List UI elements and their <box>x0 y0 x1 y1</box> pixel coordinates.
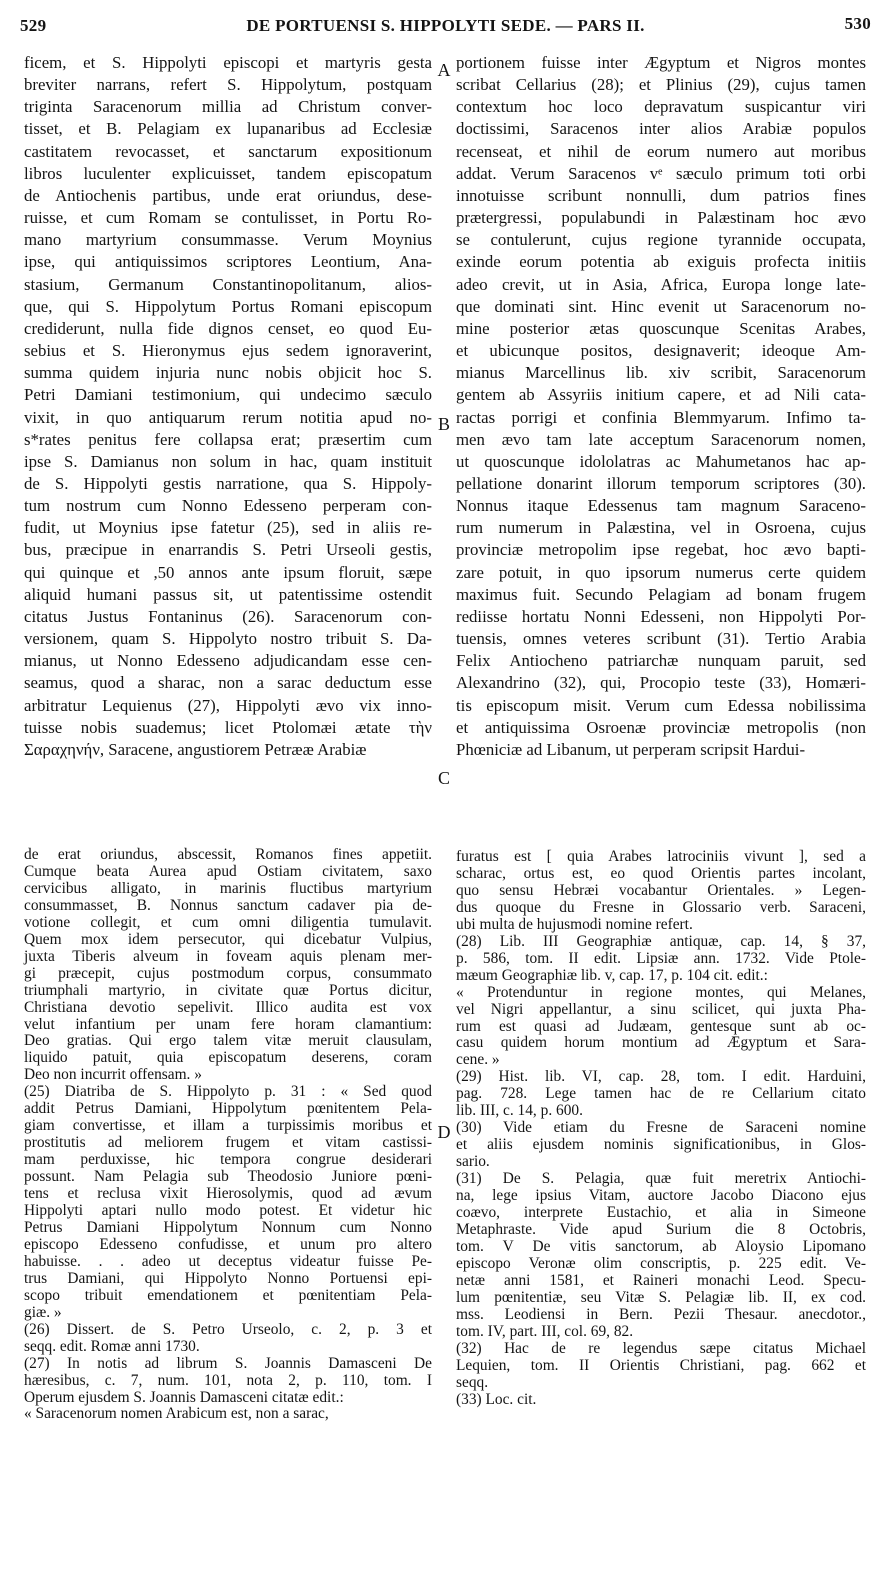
text-line: sario. <box>456 1153 490 1171</box>
text-line: tom. IV, part. III, col. 69, 82. <box>456 1322 634 1340</box>
running-title: DE PORTUENSI S. HIPPOLYTI SEDE. — PARS II. <box>246 16 645 35</box>
text-line: ipse, qui antiquissimos scriptores Leontium, Ana- <box>24 252 432 272</box>
text-line: consummasset, B. Nonnus sanctum cadaver pia de- <box>24 896 432 914</box>
text-line: casu quidem horum montium ad Ægyptum et Sara- <box>456 1034 866 1052</box>
text-line: rediisse hortatu Nonni Edesseni, non Hippolyti Por- <box>456 606 866 626</box>
text-line: ubi multa de hujusmodi nomine refert. <box>456 915 693 933</box>
text-line: (26) Dissert. de S. Petro Urseolo, c. 2, p. 3 et <box>24 1320 432 1338</box>
text-line: mam perduxisse, hic tempora congrue desiderari <box>24 1151 432 1169</box>
text-line: fudit, ut Moynius ipse fatetur (25), sed in aliis re- <box>24 518 432 538</box>
text-line: Phœniciæ ad Libanum, ut perperam scripsit Hardui- <box>456 739 806 759</box>
text-line: rum numerum in Palæstina, vel in Osroena, cujus <box>456 518 866 538</box>
text-line: libros luculenter explicuisset, tandem episcopatum <box>24 163 432 183</box>
text-line: « Saracenorum nomen Arabicum est, non a sarac, <box>24 1405 329 1423</box>
text-line: « Protenduntur in regione montes, qui Melanes, <box>456 983 866 1001</box>
text-line: provinciæ metropolim ipse regebat, hoc ævo bapti- <box>456 540 866 560</box>
text-line: mine posterior ætas quoscunque Scenitas Arabes, <box>456 318 866 338</box>
text-line: liquido patuit, quia episcopatum deserens, coram <box>24 1049 432 1067</box>
text-line: castitatem revocasset, et sanctarum expositionum <box>24 141 432 161</box>
text-line: giam convertisse, et illam a turpissimis moribus et <box>24 1117 432 1135</box>
text-line: possunt. Nam Pelagia sub Theodosio Juniore pœni- <box>24 1168 432 1186</box>
text-line: addit Petrus Damiani, Hippolytum pœnitentem Pela- <box>24 1100 432 1118</box>
main-text-left-column <box>24 52 432 761</box>
text-line: lum pœnitentiæ, seu Vitæ S. Pelagiæ lib. II, ex cod. <box>456 1288 866 1306</box>
text-line: (27) In notis ad librum S. Joannis Damasceni De <box>24 1354 432 1372</box>
text-line: Operum ejusdem S. Joannis Damasceni citatæ edit.: <box>24 1388 344 1406</box>
text-line: (32) Hac de re legendus sæpe citatus Michael <box>456 1339 866 1357</box>
text-line: vixit, in quo antiquarum rerum notitia apud no- <box>24 407 432 427</box>
text-line: prætergressi, populabundi in Palæstinam hoc ævo <box>456 208 866 228</box>
text-line: ruisse, et cum Romam se contulisset, in Portu Ro- <box>24 208 432 228</box>
text-line: vel Nigri appellantur, a sinu scilicet, qui juxta Pha- <box>456 1000 866 1018</box>
margin-letter-a: A <box>437 60 451 80</box>
text-line: (31) De S. Pelagia, quæ fuit meretrix Antiochi- <box>456 1170 866 1188</box>
text-line: tum nostrum cum Nonno Edesseno perperam con- <box>24 496 432 516</box>
margin-letter-d: D <box>437 1122 451 1142</box>
text-line: et ubicunque positos, designaverit; ideoque Am- <box>456 341 866 361</box>
text-line: Quem mox idem persecutor, qui dicebatur Vulpius, <box>24 930 432 948</box>
text-line: triumphali martyrio, in civitate quæ Portus dicitur, <box>24 981 432 999</box>
text-line: lib. III, c. 14, p. 600. <box>456 1102 583 1120</box>
text-line: Hippolyti aptari nullo modo potest. Et videtur hic <box>24 1202 432 1220</box>
text-line: scopo tribuit emendationem et pœnitentiam Pela- <box>24 1286 432 1304</box>
text-line: summa quidem injuria nunc nobis objicit hoc S. <box>24 363 432 383</box>
text-line: ipse S. Damianus non solum in hac, quam instituit <box>24 451 432 471</box>
text-line: pag. 728. Lege tamen hac de re Cellarium citato <box>456 1085 866 1103</box>
page-header <box>20 14 871 40</box>
text-line: doctissimi, Saracenos inter alios Arabiæ populos <box>456 119 866 139</box>
text-line: ficem, et S. Hippolyti episcopi et martyris gesta <box>24 53 432 72</box>
text-line: gi præcepit, cujus postmodum corpus, consummato <box>24 964 432 982</box>
text-line: mss. Leodiensi in Bern. Pezii Thesaur. anecdotor., <box>456 1305 866 1323</box>
text-line: Metaphraste. Vide apud Surium die 8 Octobris, <box>456 1220 866 1238</box>
text-line: de Antiochenis partibus, unde erat oriundus, dese- <box>24 185 432 205</box>
text-line: innotuisse scribunt nonnulli, dum patrios fines <box>456 185 866 205</box>
text-line: s*rates penitus fere collapsa erat; præsertim cum <box>24 429 432 449</box>
text-line: arbitratur Lequienus (27), Hippolyti ævo vix inno- <box>24 695 432 715</box>
text-line: Petrus Damiani Hippolytum Nonnum cum Nonno <box>24 1218 432 1236</box>
footnotes-right-column <box>456 849 866 1408</box>
text-line: scribat Cellarius (28); et Plinius (29), cujus tamen <box>456 75 866 95</box>
text-line: maximus fuit. Secundo Pelagiam ad bonam frugem <box>456 584 866 604</box>
text-line: giæ. » <box>24 1303 62 1321</box>
text-line: tens et reclusa vixit Hierosolymis, quod ad ævum <box>24 1185 432 1203</box>
text-line: seqq. edit. Romæ anni 1730. <box>24 1337 200 1355</box>
text-line: crediderunt, nulla fide dignos censet, eo quod Eu- <box>24 318 432 338</box>
text-line: dus quoque du Fresne in Glossario verb. Saraceni, <box>456 898 866 916</box>
text-line: Deo non incurrit offensam. » <box>24 1066 202 1084</box>
text-line: Felix Antiocheno patriarchæ nunquam paruit, sed <box>456 651 866 671</box>
text-line: coævo, interprete Eustachio, et alia in Simeone <box>456 1204 866 1222</box>
text-line: rum est quasi ad Judæam, gentesque sunt ab oc- <box>456 1017 866 1035</box>
text-line: zare potuit, in quo ipsorum numerus certe quidem <box>456 562 866 582</box>
text-line: breviter narrans, refert S. Hippolytum, postquam <box>24 75 432 95</box>
text-line: recenseat, et nihil de eorum numero aut moribus <box>456 141 866 161</box>
text-line: se contulerunt, cujus regione tyrannide occupata, <box>456 230 866 250</box>
text-line: mæum Geographiæ lib. v, cap. 17, p. 104 cit. edit.: <box>456 966 768 984</box>
text-line: Σαραχηνήν, Saracene, angustiorem Petrææ Arabiæ <box>24 739 367 759</box>
text-line: Petri Damiani testimonium, qui undecimo sæculo <box>24 385 432 405</box>
margin-letter-b: B <box>437 414 450 434</box>
text-line: de erat oriundus, abscessit, Romanos fines appetiit. <box>24 846 432 863</box>
text-line: tom. V De vitis sanctorum, ab Aloysio Lipomano <box>456 1237 866 1255</box>
text-line: cervicibus alligato, in marinis fluctibus martyrium <box>24 879 432 897</box>
text-line: Cumque beata Aurea apud Ostiam civitatem, saxo <box>24 862 432 880</box>
text-line: trus Damiani, qui Hippolyto Nonno Portuensi epi- <box>24 1269 432 1287</box>
text-line: que dominati sint. Hinc evenit ut Saracenorum no- <box>456 296 866 316</box>
text-line: seamus, quod a sharac, non a sarac deductum esse <box>24 673 432 693</box>
text-line: que, qui S. Hippolytum Portus Romani episcopum <box>24 296 432 316</box>
text-line: episcopo Edesseno confudisse, et unum pro altero <box>24 1235 432 1253</box>
text-line: (29) Hist. lib. VI, cap. 28, tom. I edit. Harduini, <box>456 1068 866 1086</box>
margin-letter-c: C <box>437 768 450 788</box>
text-line: exinde eorum potentia ab exiguis profecta initiis <box>456 252 866 272</box>
text-line: (25) Diatriba de S. Hippolyto p. 31 : « Sed quod <box>24 1083 432 1101</box>
text-line: seqq. <box>456 1373 489 1391</box>
text-line: juxta Tiberis alveum in foveam aquis plenam mer- <box>24 947 432 965</box>
text-line: qui quinque et ,50 annos ante ipsum floruit, sæpe <box>24 562 432 582</box>
text-line: Christiana devotio sepelivit. Illico audita est vox <box>24 998 432 1016</box>
text-line: mianus Marcellinus lib. xiv scribit, Saracenorum <box>456 363 866 383</box>
text-line: et aliis ejusdem nominis significationibus, in Glos- <box>456 1136 866 1154</box>
text-line: cene. » <box>456 1051 500 1069</box>
text-line: citatus Justus Fontaninus (26). Saracenorum con- <box>24 606 432 626</box>
text-line: adeo crevit, ut in Asia, Africa, Europa longe late- <box>456 274 866 294</box>
text-line: triginta Saracenorum millia ad Christum conver- <box>24 97 432 117</box>
main-text-right-column <box>456 52 866 761</box>
text-line: tisset, et B. Pelagiam ex lupanaribus ad Ecclesiæ <box>24 119 432 139</box>
text-line: (28) Lib. III Geographiæ antiquæ, cap. 14, § 37, <box>456 932 866 950</box>
text-line: stasium, Germanum Constantinopolitanum, alios- <box>24 274 432 294</box>
page-number-left: 529 <box>20 16 47 35</box>
text-line: portionem fuisse inter Ægyptum et Nigros montes <box>456 53 866 72</box>
text-line: velut infantium per unam fere horam clamantium: <box>24 1015 432 1033</box>
text-line: sebius et S. Hieronymus ejus sedem ignoraverint, <box>24 341 432 361</box>
text-line: Deo gratias. Qui ergo talem vitæ meruit clausulam, <box>24 1032 432 1050</box>
text-line: pellatione donarint illorum temporum scriptores (30). <box>456 473 866 493</box>
text-line: bus, præcipue in enarrandis S. Petri Urseoli gestis, <box>24 540 432 560</box>
text-line: netæ anni 1581, et Raineri monachi Leod. Specu- <box>456 1271 866 1289</box>
page-number-right: 530 <box>844 14 871 33</box>
text-line: tis episcopum misit. Verum cum Edessa nobilissima <box>456 695 866 715</box>
text-line: votione collegit, et cum omni diligentia tumulavit. <box>24 913 432 931</box>
text-line: tuensis, omnes veteres scribunt (31). Tertio Arabia <box>456 629 866 649</box>
text-line: aliquid humani passus sit, ut patentissime ostendit <box>24 584 432 604</box>
text-line: furatus est [ quia Arabes latrociniis vivunt ], sed a <box>456 848 866 865</box>
text-line: men ævo tam late acceptum Saracenorum nomen, <box>456 429 866 449</box>
text-line: (30) Vide etiam du Fresne de Saraceni nomine <box>456 1119 866 1137</box>
text-line: (33) Loc. cit. <box>456 1390 537 1408</box>
text-line: mano martyrium consummasse. Verum Moynius <box>24 230 432 250</box>
text-line: p. 586, tom. II edit. Lipsiæ ann. 1732. Vide Ptole- <box>456 949 866 967</box>
footnotes-left-column <box>24 847 432 1423</box>
text-line: addat. Verum Saracenos vᵉ sæculo primum toti orbi <box>456 163 866 183</box>
text-line: scharac, ortus est, eo quod Orientis partes incolant, <box>456 864 866 882</box>
text-line: et antiquissima Osroenæ provinciæ metropolis (non <box>456 717 866 737</box>
text-line: ut quoscunque idololatras ac Mahumetanos hac ap- <box>456 451 866 471</box>
text-line: hæresibus, c. 7, num. 101, nota 2, p. 110, tom. I <box>24 1371 432 1389</box>
text-line: quo sensu Hebræi vocabantur Orientales. » Legen- <box>456 881 866 899</box>
text-line: Lequien, tom. II Orientis Christiani, pag. 662 et <box>456 1356 866 1374</box>
text-line: episcopo Veronæ olim conscriptis, p. 225 edit. Ve- <box>456 1254 866 1272</box>
text-line: Nonnus itaque Edessenus tam magnum Saraceno- <box>456 496 866 516</box>
text-line: gentem ab Assyriis initium capere, et ad Nili cata- <box>456 385 866 405</box>
text-line: na, lege ipsius Vitam, auctore Jacobo Diacono ejus <box>456 1187 866 1205</box>
text-line: Alexandrino (32), qui, Procopio teste (33), Homæri- <box>456 673 866 693</box>
text-line: versionem, quam S. Hippolyto nostro tribuit S. Da- <box>24 629 432 649</box>
text-line: contextum hoc loco depravatum suspicantur viri <box>456 97 866 117</box>
text-line: habuisse. . . adeo ut deceptus videatur fuisse Pe- <box>24 1252 432 1270</box>
text-line: tuisse nobis suademus; licet Ptolomæi ætate τὴν <box>24 717 432 737</box>
text-line: ractas porrigi et confinia Blemmyarum. Infimo ta- <box>456 407 866 427</box>
text-line: de S. Hippolyti gestis narratione, qua S. Hippoly- <box>24 473 432 493</box>
text-line: prostitutis ad meliorem frugem et vitam castissi- <box>24 1134 432 1152</box>
text-line: mianus, ut Nonno Edesseno adjudicandam esse cen- <box>24 651 432 671</box>
